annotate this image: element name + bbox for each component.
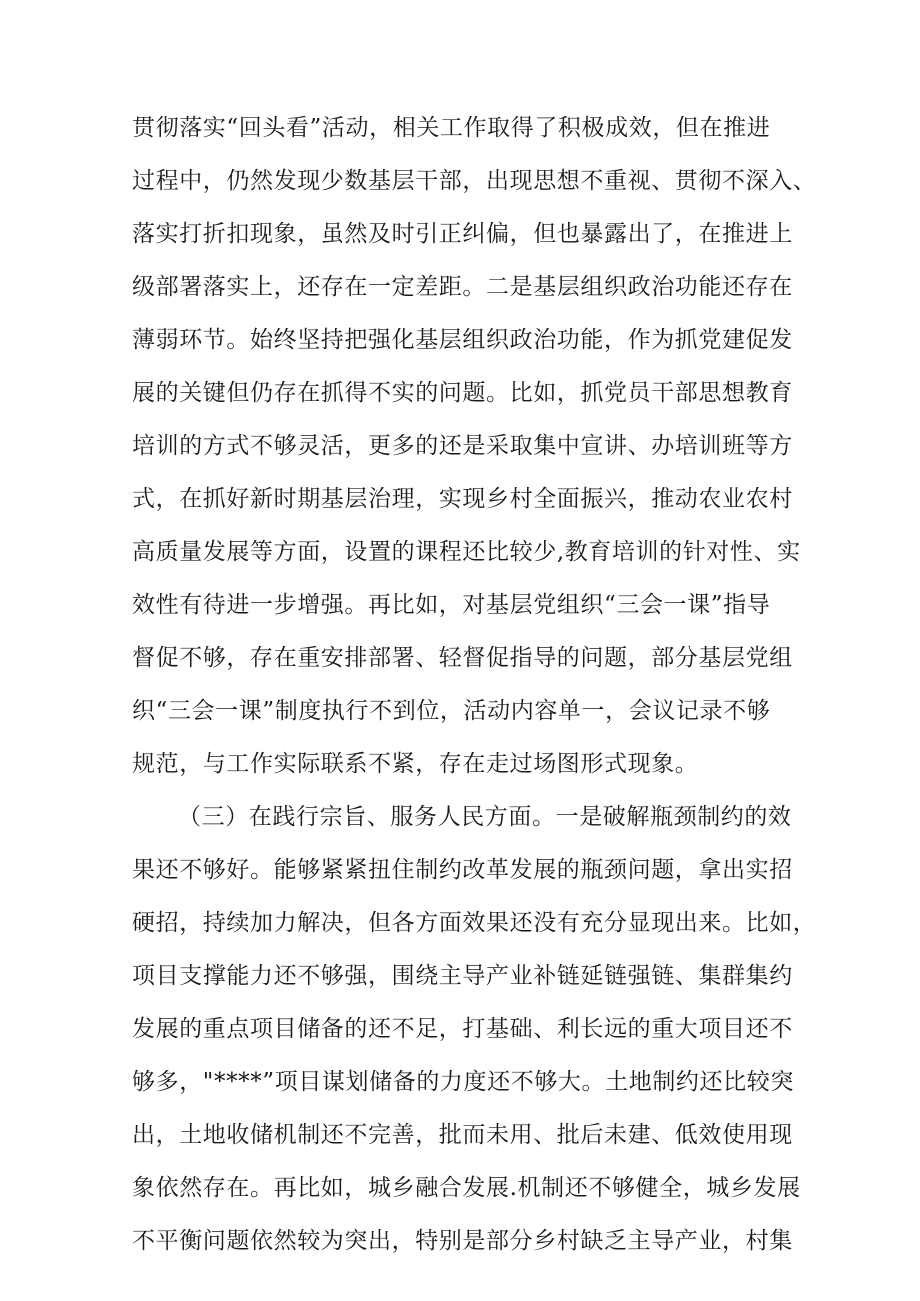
text-line: 出，土地收储机制还不完善，批而未用、批后未建、低效使用现 bbox=[132, 1122, 793, 1148]
text-line: 不平衡问题依然较为突出，特别是部分乡村缺乏主导产业，村集 bbox=[132, 1228, 793, 1254]
section-heading-line: （三）在践行宗旨、服务人民方面。一是破解瓶颈制约的效 bbox=[178, 804, 792, 830]
text-line: 项目支撑能力还不够强，围绕主导产业补链延链强链、集群集约 bbox=[132, 963, 793, 989]
text-line: 规范，与工作实际联系不紧，存在走过场图形式现象。 bbox=[132, 751, 699, 777]
text-line: 效性有待进一步增强。再比如，对基层党组织“三会一课”指导 bbox=[132, 592, 771, 618]
text-line: 培训的方式不够灵活，更多的还是采取集中宣讲、办培训班等方 bbox=[132, 433, 793, 459]
text-line: 督促不够，存在重安排部署、轻督促指导的问题，部分基层党组 bbox=[132, 645, 793, 671]
text-line: 落实打折扣现象，虽然及时引正纠偏，但也暴露出了，在推进上 bbox=[132, 221, 793, 247]
text-line: 够多，"****”项目谋划储备的力度还不够大。土地制约还比较突 bbox=[132, 1069, 794, 1095]
text-line: 贯彻落实“回头看”活动，相关工作取得了积极成效，但在推进 bbox=[132, 115, 771, 141]
text-line: 薄弱环节。始终坚持把强化基层组织政治功能，作为抓党建促发 bbox=[132, 327, 793, 353]
text-line: 织“三会一课”制度执行不到位，活动内容单一，会议记录不够 bbox=[132, 698, 771, 724]
text-line: 硬招，持续加力解决，但各方面效果还没有充分显现出来。比如， bbox=[132, 910, 817, 936]
text-line: 高质量发展等方面，设置的课程还比较少,教育培训的针对性、实 bbox=[132, 539, 801, 565]
text-line: 过程中，仍然发现少数基层干部，出现思想不重视、贯彻不深入、 bbox=[132, 168, 817, 194]
text-line: 级部署落实上，还存在一定差距。二是基层组织政治功能还存在 bbox=[132, 274, 793, 300]
text-line: 式，在抓好新时期基层治理，实现乡村全面振兴，推动农业农村 bbox=[132, 486, 793, 512]
text-line: 发展的重点项目储备的还不足，打基础、利长远的重大项目还不 bbox=[132, 1016, 793, 1042]
text-line: 果还不够好。能够紧紧扭住制约改革发展的瓶颈问题，拿出实招 bbox=[132, 857, 793, 883]
text-line: 展的关键但仍存在抓得不实的问题。比如，抓党员干部思想教育 bbox=[132, 380, 793, 406]
text-line: 象依然存在。再比如，城乡融合发展.机制还不够健全，城乡发展 bbox=[132, 1175, 801, 1201]
